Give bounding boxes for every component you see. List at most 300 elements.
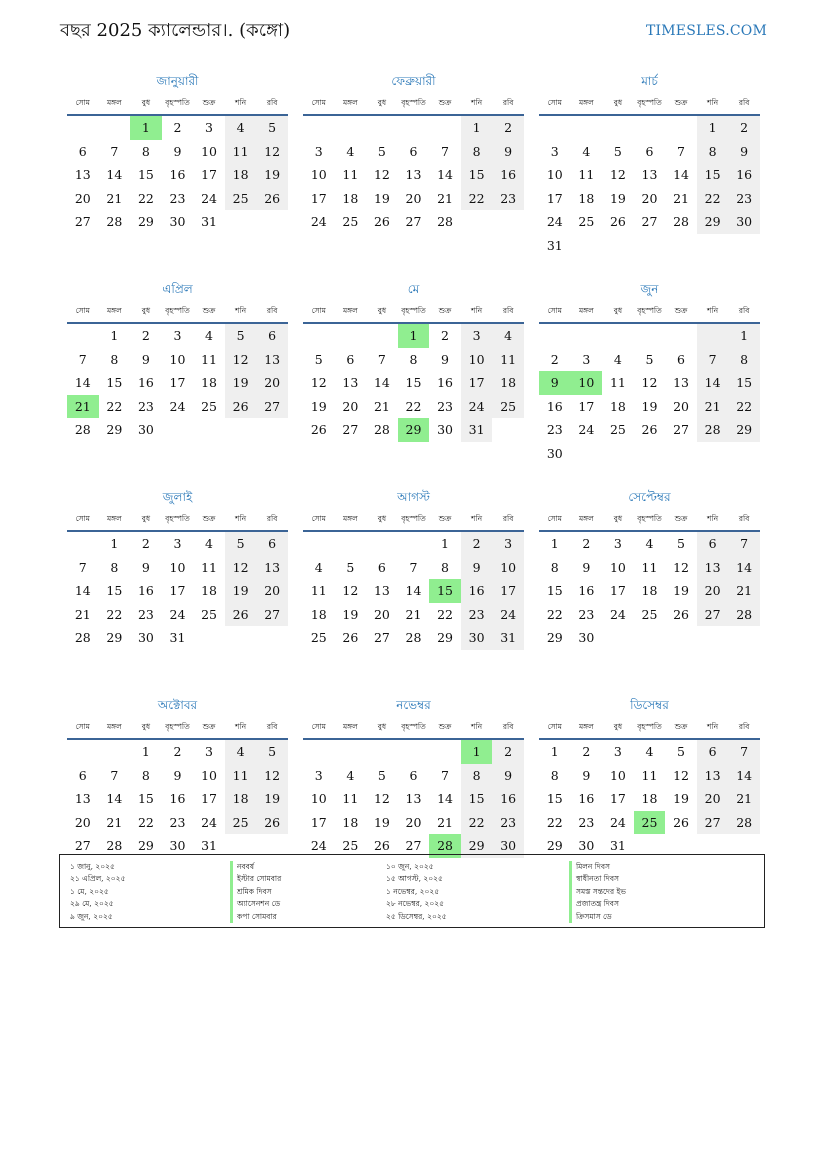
- legend-date: ৯ জুন, ২০২৫: [70, 911, 113, 921]
- day-cell: 20: [74, 814, 91, 830]
- legend-names-col-2: [569, 861, 626, 923]
- month-name: জুন: [640, 282, 659, 296]
- day-cell: 3: [550, 143, 559, 159]
- day-cell: 2: [582, 744, 591, 759]
- day-cell: 4: [346, 767, 355, 783]
- empty-cell: [335, 324, 367, 348]
- weekday-label: সোম: [311, 722, 326, 731]
- month-block: [67, 486, 288, 694]
- empty-cell: [99, 740, 131, 764]
- day-cell: 18: [201, 375, 217, 391]
- day-cell: 2: [492, 116, 524, 140]
- day-cell: 21: [437, 814, 453, 830]
- weekday-label: বুধ: [141, 306, 151, 315]
- day-cell: 19: [673, 583, 689, 599]
- day-cell: 13: [373, 583, 390, 599]
- day-cell: 1: [441, 536, 449, 551]
- day-cell: 8: [141, 143, 150, 159]
- day-cell: 27: [342, 422, 359, 438]
- day-cell: 21: [728, 787, 760, 811]
- day-cell: 5: [645, 351, 654, 367]
- day-cell: 23: [169, 190, 186, 206]
- day-cell: 19: [373, 190, 390, 206]
- day-cell: 25: [225, 187, 257, 211]
- day-cell: 27: [697, 603, 729, 627]
- day-cell: 1: [461, 740, 493, 764]
- day-cell: 30: [169, 214, 186, 230]
- empty-cell: [335, 116, 367, 140]
- day-cell: 15: [137, 791, 154, 807]
- month-block: [303, 70, 524, 278]
- weekday-label: শুক্র: [202, 722, 216, 731]
- day-cell: 6: [697, 532, 729, 556]
- day-cell: 13: [697, 556, 729, 580]
- day-cell: 30: [492, 834, 524, 858]
- legend-date: ২৯ মে, ২০২৫: [70, 899, 114, 909]
- day-cell: 28: [373, 422, 390, 438]
- weekday-label: শনি: [471, 306, 483, 315]
- day-cell: 31: [201, 214, 217, 230]
- day-cell: 3: [205, 120, 213, 135]
- day-cell: 24: [310, 838, 327, 854]
- day-cell: 17: [201, 167, 217, 183]
- day-cell: 12: [225, 348, 257, 372]
- weekday-label: মঙ্গল: [106, 306, 122, 315]
- day-cell: 5: [225, 532, 257, 556]
- day-cell: 5: [677, 744, 685, 759]
- weekday-label: শনি: [235, 306, 247, 315]
- weekday-label: সোম: [547, 722, 562, 731]
- day-cell: 28: [106, 838, 123, 854]
- day-cell: 31: [609, 838, 626, 854]
- day-cell: 29: [728, 418, 760, 442]
- weekday-header: [303, 92, 524, 116]
- empty-cell: [67, 324, 99, 348]
- day-cell: 5: [377, 767, 386, 783]
- weekday-label: সোম: [75, 98, 90, 107]
- day-cell: 1: [110, 536, 119, 551]
- day-cell: 29: [106, 422, 123, 438]
- day-cell: 31: [461, 418, 493, 442]
- day-cell: 4: [225, 116, 257, 140]
- day-cell: 26: [342, 630, 359, 646]
- day-cell: 26: [256, 811, 288, 835]
- weekday-label: বৃহস্পতি: [401, 306, 426, 315]
- day-cell: 14: [405, 583, 422, 599]
- day-cell: 24: [609, 606, 626, 622]
- day-cell: 15: [405, 375, 422, 391]
- weekday-label: মঙ্গল: [578, 722, 594, 731]
- day-cell: 5: [256, 116, 288, 140]
- weekday-label: শুক্র: [674, 722, 688, 731]
- day-cell: 16: [492, 787, 524, 811]
- day-cell: 8: [461, 140, 493, 164]
- day-cell: 12: [609, 167, 626, 183]
- day-cell: 22: [137, 190, 154, 206]
- day-cell: 24: [609, 814, 626, 830]
- day-cell: 10: [609, 559, 626, 575]
- day-cell: 31: [546, 237, 563, 253]
- day-cell: 10: [546, 167, 563, 183]
- day-cell: 12: [225, 556, 257, 580]
- day-cell: 17: [169, 583, 186, 599]
- empty-cell: [634, 116, 666, 140]
- day-cell: 14: [437, 791, 453, 807]
- weekday-header: [303, 508, 524, 532]
- legend-holiday-name: প্রজাতন্ত্র দিবস: [569, 898, 626, 910]
- day-cell: 29: [697, 210, 729, 234]
- day-cell: 26: [373, 838, 390, 854]
- weekday-label: সোম: [311, 514, 326, 523]
- day-cell: 22: [106, 606, 123, 622]
- day-cell: 3: [173, 328, 182, 343]
- month-block: [67, 278, 288, 486]
- day-cell: 11: [609, 375, 626, 391]
- days-grid: [303, 740, 524, 858]
- legend-dates-col-1: [70, 861, 125, 923]
- month-name: নভেম্বর: [396, 698, 431, 712]
- day-cell: 16: [492, 163, 524, 187]
- empty-cell: [67, 532, 99, 556]
- weekday-header: [539, 300, 760, 324]
- day-cell: 24: [546, 214, 563, 230]
- day-cell: 3: [314, 767, 323, 783]
- day-cell: 14: [74, 375, 91, 391]
- empty-cell: [398, 116, 430, 140]
- day-cell: 11: [641, 767, 658, 783]
- days-grid: [67, 532, 288, 650]
- day-cell: 2: [441, 328, 449, 343]
- day-cell: 29: [137, 214, 154, 230]
- month-name: সেপ্টেম্বর: [628, 490, 671, 504]
- day-cell: 21: [405, 606, 422, 622]
- day-cell: 1: [728, 324, 760, 348]
- day-cell: 24: [578, 422, 595, 438]
- weekday-label: শুক্র: [674, 514, 688, 523]
- day-cell: 30: [728, 210, 760, 234]
- month-block: [539, 278, 760, 486]
- month-name: জানুয়ারী: [156, 74, 199, 88]
- day-cell: 16: [578, 583, 595, 599]
- day-cell: 27: [256, 603, 288, 627]
- day-cell: 25: [201, 606, 217, 622]
- day-cell: 15: [137, 167, 154, 183]
- day-cell: 17: [310, 190, 327, 206]
- day-cell: 16: [546, 398, 563, 414]
- weekday-label: রবি: [266, 306, 278, 315]
- day-cell: 14: [106, 791, 123, 807]
- day-cell: 15: [546, 583, 563, 599]
- day-cell: 16: [578, 791, 595, 807]
- day-cell: 18: [641, 583, 658, 599]
- day-cell: 19: [256, 163, 288, 187]
- weekday-label: শনি: [707, 722, 719, 731]
- legend-holiday-name: নববর্ষ: [230, 861, 281, 873]
- weekday-label: বৃহস্পতি: [637, 722, 662, 731]
- days-grid: [303, 324, 524, 442]
- legend-holiday-name: স্বাধীনতা দিবস: [569, 873, 626, 885]
- weekday-label: বৃহস্পতি: [637, 514, 662, 523]
- month-name: অক্টোবর: [157, 698, 198, 712]
- day-cell: 3: [492, 532, 524, 556]
- day-cell: 17: [461, 371, 493, 395]
- day-cell: 28: [429, 834, 461, 858]
- empty-cell: [366, 532, 398, 556]
- day-cell: 15: [546, 791, 563, 807]
- day-cell: 22: [461, 811, 493, 835]
- weekday-label: সোম: [547, 98, 562, 107]
- weekday-label: সোম: [547, 306, 562, 315]
- month-block: [539, 70, 760, 278]
- day-cell: 31: [169, 630, 186, 646]
- day-cell: 12: [256, 140, 288, 164]
- day-cell: 6: [409, 767, 418, 783]
- day-cell: 16: [137, 583, 154, 599]
- day-cell: 12: [310, 375, 327, 391]
- empty-cell: [303, 740, 335, 764]
- month-name: আগস্ট: [397, 490, 430, 504]
- empty-cell: [539, 324, 571, 348]
- weekday-label: বৃহস্পতি: [165, 98, 190, 107]
- day-cell: 22: [437, 606, 453, 622]
- day-cell: 6: [645, 143, 654, 159]
- weekday-label: বুধ: [377, 514, 387, 523]
- day-cell: 11: [310, 583, 327, 599]
- day-cell: 30: [137, 630, 154, 646]
- day-cell: 29: [398, 418, 430, 442]
- day-cell: 8: [550, 559, 559, 575]
- weekday-label: বৃহস্পতি: [637, 306, 662, 315]
- day-cell: 21: [697, 395, 729, 419]
- legend-date: ২৫ ডিসেম্বর, ২০২৫: [386, 911, 447, 921]
- day-cell: 27: [673, 422, 689, 438]
- legend-date: ২৮ নভেম্বর, ২০২৫: [386, 899, 445, 909]
- weekday-label: বৃহস্পতি: [401, 98, 426, 107]
- day-cell: 9: [141, 559, 150, 575]
- day-cell: 19: [609, 190, 626, 206]
- day-cell: 3: [314, 143, 323, 159]
- weekday-label: মঙ্গল: [578, 514, 594, 523]
- day-cell: 11: [492, 348, 524, 372]
- day-cell: 25: [342, 214, 359, 230]
- day-cell: 7: [677, 143, 685, 159]
- day-cell: 7: [697, 348, 729, 372]
- day-cell: 21: [437, 190, 453, 206]
- day-cell: 6: [677, 351, 685, 367]
- day-cell: 29: [137, 838, 154, 854]
- day-cell: 5: [377, 143, 386, 159]
- day-cell: 16: [169, 167, 186, 183]
- day-cell: 10: [201, 767, 217, 783]
- day-cell: 28: [728, 603, 760, 627]
- site-link[interactable]: TIMESLES.COM: [646, 23, 767, 39]
- day-cell: 24: [461, 395, 493, 419]
- day-cell: 23: [461, 603, 493, 627]
- day-cell: 20: [74, 190, 91, 206]
- day-cell: 5: [225, 324, 257, 348]
- legend-names-col-1: [230, 861, 281, 923]
- day-cell: 15: [728, 371, 760, 395]
- day-cell: 13: [256, 348, 288, 372]
- day-cell: 14: [697, 371, 729, 395]
- legend-dates-col-2: [386, 861, 447, 923]
- empty-cell: [303, 116, 335, 140]
- month-name: ফেব্রুয়ারী: [391, 74, 436, 88]
- day-cell: 27: [405, 838, 422, 854]
- day-cell: 23: [437, 398, 453, 414]
- day-cell: 4: [613, 351, 622, 367]
- day-cell: 20: [373, 606, 390, 622]
- day-cell: 12: [373, 167, 390, 183]
- months-grid: [67, 70, 760, 902]
- day-cell: 8: [441, 559, 449, 575]
- day-cell: 10: [169, 559, 186, 575]
- day-cell: 11: [201, 351, 217, 367]
- day-cell: 17: [492, 579, 524, 603]
- empty-cell: [398, 740, 430, 764]
- day-cell: 26: [373, 214, 390, 230]
- day-cell: 22: [106, 398, 123, 414]
- weekday-label: বুধ: [377, 722, 387, 731]
- legend-holiday-name: শ্রমিক দিবস: [230, 886, 281, 898]
- weekday-label: সোম: [75, 306, 90, 315]
- day-cell: 20: [342, 398, 359, 414]
- day-cell: 26: [641, 422, 658, 438]
- weekday-label: রবি: [738, 98, 750, 107]
- day-cell: 4: [314, 559, 323, 575]
- day-cell: 5: [256, 740, 288, 764]
- empty-cell: [571, 116, 603, 140]
- day-cell: 6: [377, 559, 386, 575]
- day-cell: 15: [429, 579, 461, 603]
- day-cell: 11: [342, 167, 359, 183]
- day-cell: 7: [110, 767, 119, 783]
- day-cell: 6: [256, 324, 288, 348]
- weekday-header: [303, 300, 524, 324]
- day-cell: 9: [539, 371, 571, 395]
- month-name: এপ্রিল: [162, 282, 193, 296]
- day-cell: 4: [225, 740, 257, 764]
- day-cell: 7: [441, 143, 449, 159]
- day-cell: 17: [310, 814, 327, 830]
- day-cell: 19: [673, 791, 689, 807]
- day-cell: 25: [342, 838, 359, 854]
- month-name: মার্চ: [641, 74, 658, 88]
- empty-cell: [571, 324, 603, 348]
- weekday-label: বুধ: [613, 514, 623, 523]
- day-cell: 7: [78, 351, 87, 367]
- day-cell: 9: [582, 559, 591, 575]
- days-grid: [303, 116, 524, 234]
- day-cell: 14: [437, 167, 453, 183]
- day-cell: 7: [409, 559, 418, 575]
- day-cell: 4: [645, 536, 654, 551]
- day-cell: 16: [169, 791, 186, 807]
- day-cell: 25: [641, 606, 658, 622]
- day-cell: 19: [256, 787, 288, 811]
- empty-cell: [366, 116, 398, 140]
- month-name: মে: [407, 282, 420, 296]
- weekday-label: শুক্র: [438, 722, 452, 731]
- empty-cell: [335, 740, 367, 764]
- day-cell: 22: [461, 187, 493, 211]
- day-cell: 14: [74, 583, 91, 599]
- day-cell: 10: [571, 371, 603, 395]
- day-cell: 7: [728, 532, 760, 556]
- day-cell: 20: [697, 787, 729, 811]
- day-cell: 19: [342, 606, 359, 622]
- day-cell: 16: [461, 579, 493, 603]
- weekday-label: মঙ্গল: [578, 306, 594, 315]
- day-cell: 23: [578, 814, 595, 830]
- day-cell: 27: [74, 214, 91, 230]
- legend-holiday-name: কপা সোমবার: [230, 911, 281, 923]
- day-cell: 22: [546, 606, 563, 622]
- day-cell: 8: [110, 559, 119, 575]
- day-cell: 26: [256, 187, 288, 211]
- empty-cell: [665, 324, 697, 348]
- weekday-label: রবি: [502, 514, 514, 523]
- day-cell: 23: [137, 398, 154, 414]
- day-cell: 31: [201, 838, 217, 854]
- weekday-label: বুধ: [141, 722, 151, 731]
- legend-holiday-name: অ্যাসেনশন ডে: [230, 898, 281, 910]
- day-cell: 23: [492, 187, 524, 211]
- day-cell: 14: [728, 764, 760, 788]
- weekday-label: রবি: [266, 722, 278, 731]
- weekday-label: বৃহস্পতি: [165, 722, 190, 731]
- weekday-label: বৃহস্পতি: [637, 98, 662, 107]
- day-cell: 26: [609, 214, 626, 230]
- weekday-label: শুক্র: [202, 98, 216, 107]
- weekday-label: শুক্র: [674, 98, 688, 107]
- day-cell: 21: [74, 606, 91, 622]
- day-cell: 18: [609, 398, 626, 414]
- day-cell: 21: [373, 398, 390, 414]
- day-cell: 10: [201, 143, 217, 159]
- day-cell: 28: [728, 811, 760, 835]
- weekday-label: বুধ: [377, 98, 387, 107]
- day-cell: 6: [346, 351, 355, 367]
- weekday-label: সোম: [75, 722, 90, 731]
- day-cell: 12: [342, 583, 359, 599]
- day-cell: 23: [137, 606, 154, 622]
- day-cell: 6: [409, 143, 418, 159]
- day-cell: 22: [405, 398, 422, 414]
- day-cell: 23: [492, 811, 524, 835]
- day-cell: 15: [106, 375, 123, 391]
- day-cell: 25: [634, 811, 666, 835]
- day-cell: 4: [645, 744, 654, 759]
- day-cell: 6: [78, 143, 87, 159]
- day-cell: 3: [461, 324, 493, 348]
- day-cell: 8: [550, 767, 559, 783]
- legend-date: ১ নভেম্বর, ২০২৫: [386, 886, 440, 896]
- day-cell: 24: [201, 190, 217, 206]
- day-cell: 20: [256, 371, 288, 395]
- day-cell: 9: [141, 351, 150, 367]
- weekday-label: মঙ্গল: [342, 722, 358, 731]
- day-cell: 9: [173, 143, 182, 159]
- day-cell: 23: [578, 606, 595, 622]
- day-cell: 11: [225, 764, 257, 788]
- day-cell: 25: [492, 395, 524, 419]
- day-cell: 18: [201, 583, 217, 599]
- weekday-label: রবি: [738, 722, 750, 731]
- legend-holiday-name: সমস্ত সন্তদের ইভ: [569, 886, 626, 898]
- month-name: ডিসেম্বর: [630, 698, 669, 712]
- weekday-label: শুক্র: [674, 306, 688, 315]
